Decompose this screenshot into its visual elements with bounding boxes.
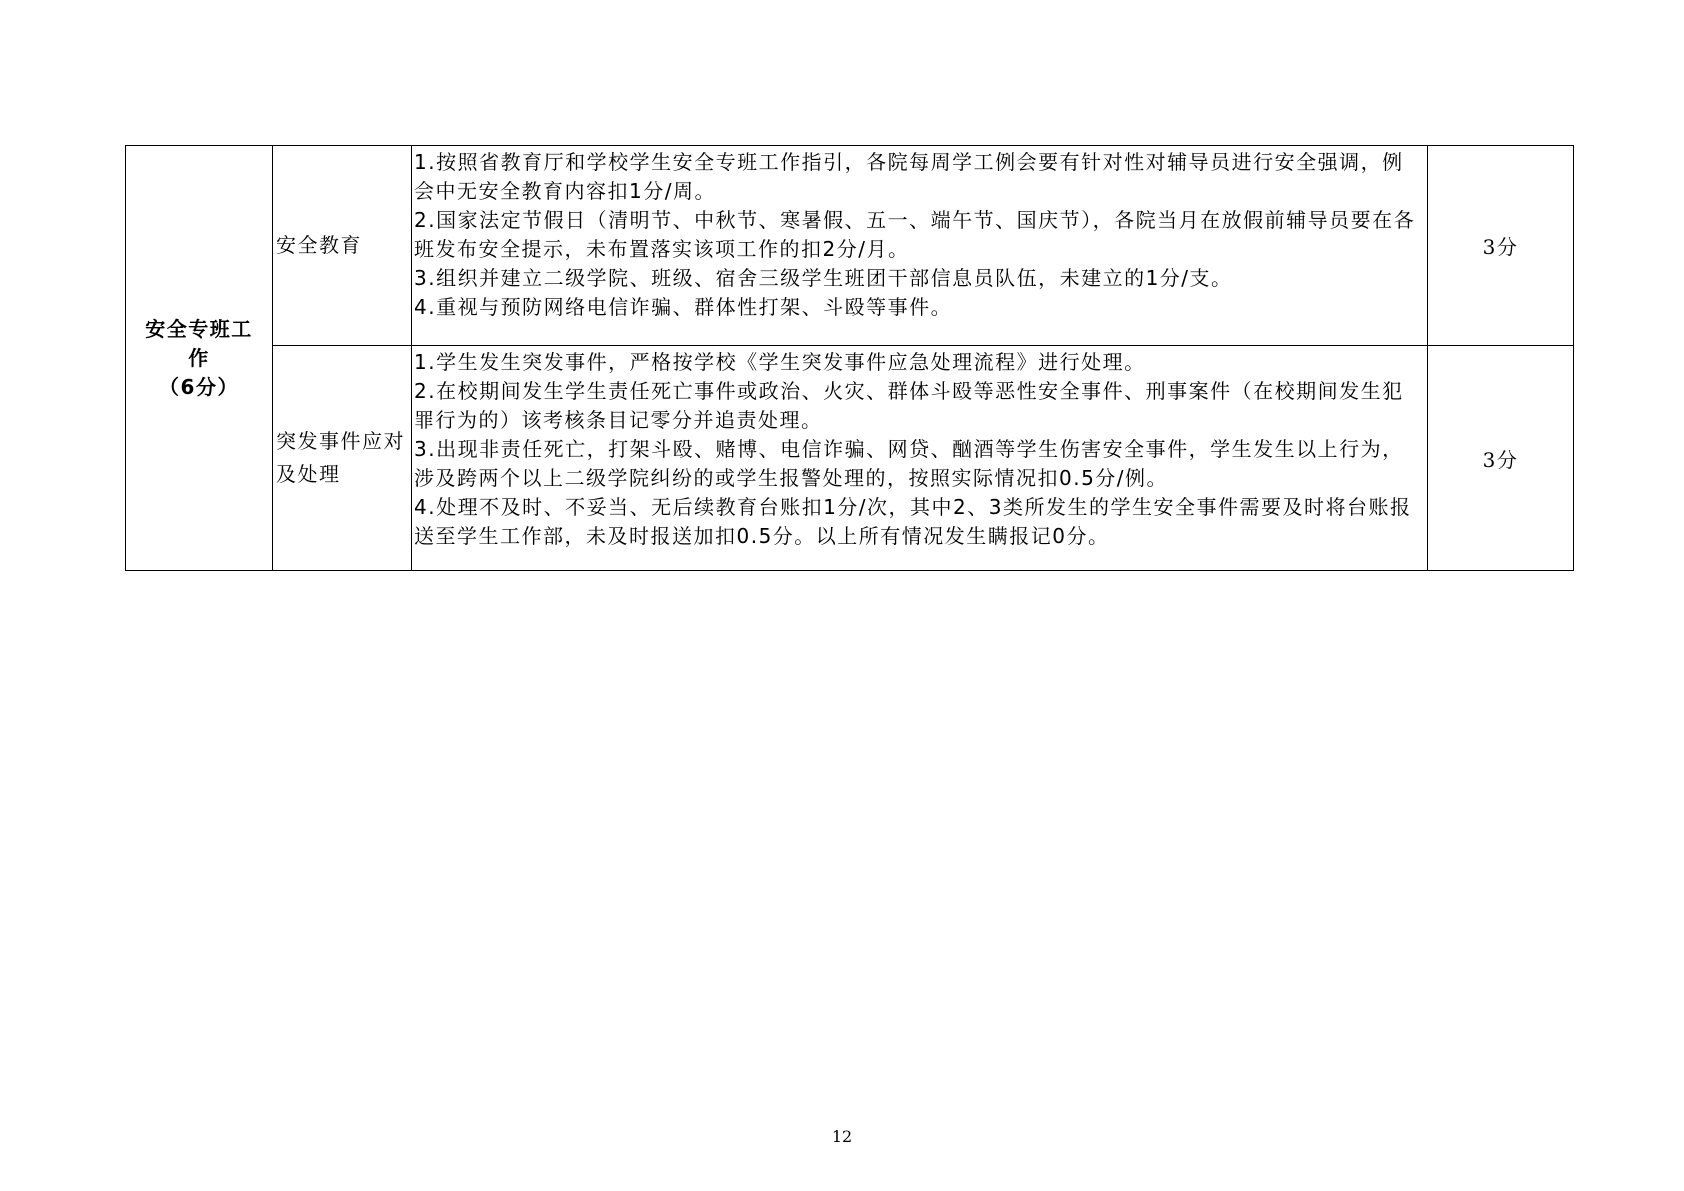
table-row bbox=[126, 346, 1574, 571]
criteria-clause: 2.国家法定节假日（清明节、中秋节、寒暑假、五一、端午节、国庆节），各院当月在放假前辅导员要在各班发布安全提示，未布置落实该项工作的扣2分/月。 bbox=[414, 208, 1416, 261]
category-cell bbox=[126, 146, 273, 571]
criteria-clause: 2.在校期间发生学生责任死亡事件或政治、火灾、群体斗殴等恶性安全事件、刑事案件（在校期间发生犯罪行为的）该考核条目记零分并追责处理。 bbox=[414, 379, 1404, 432]
item-cell-emergency-response: 突发事件应对及处理 bbox=[273, 346, 412, 571]
score-cell: 3分 bbox=[1428, 346, 1574, 571]
score-cell: 3分 bbox=[1428, 146, 1574, 346]
page-number: 12 bbox=[831, 1127, 853, 1146]
assessment-table bbox=[125, 145, 1574, 571]
criteria-clause: 4.重视与预防网络电信诈骗、群体性打架、斗殴等事件。 bbox=[414, 295, 953, 319]
criteria-clause: 3.组织并建立二级学院、班级、宿舍三级学生班团干部信息员队伍，未建立的1分/支。 bbox=[414, 266, 1233, 290]
criteria-clause: 4.处理不及时、不妥当、无后续教育台账扣1分/次，其中2、3类所发生的学生安全事件需要及时将台账报送至学生工作部，未及时报送加扣0.5分。以上所有情况发生瞒报记0分。 bbox=[414, 495, 1412, 548]
item-cell-safety-education: 安全教育 bbox=[273, 146, 412, 346]
category-title-line: 安全专班工 bbox=[145, 316, 253, 341]
criteria-clause: 1.学生发生突发事件，严格按学校《学生突发事件应急处理流程》进行处理。 bbox=[414, 350, 1146, 374]
criteria-cell bbox=[412, 346, 1428, 571]
category-score: （6分） bbox=[159, 374, 239, 399]
criteria-clause: 1.按照省教育厅和学校学生安全专班工作指引，各院每周学工例会要有针对性对辅导员进行安全强调，例会中无安全教育内容扣1分/周。 bbox=[414, 150, 1404, 203]
category-title-line: 作 bbox=[188, 345, 210, 370]
criteria-clause: 3.出现非责任死亡，打架斗殴、赌博、电信诈骗、网贷、酗酒等学生伤害安全事件，学生发生以上行为，涉及跨两个以上二级学院纠纷的或学生报警处理的，按照实际情况扣0.5分/例。 bbox=[414, 437, 1404, 490]
criteria-cell bbox=[412, 146, 1428, 346]
table-row bbox=[126, 146, 1574, 346]
